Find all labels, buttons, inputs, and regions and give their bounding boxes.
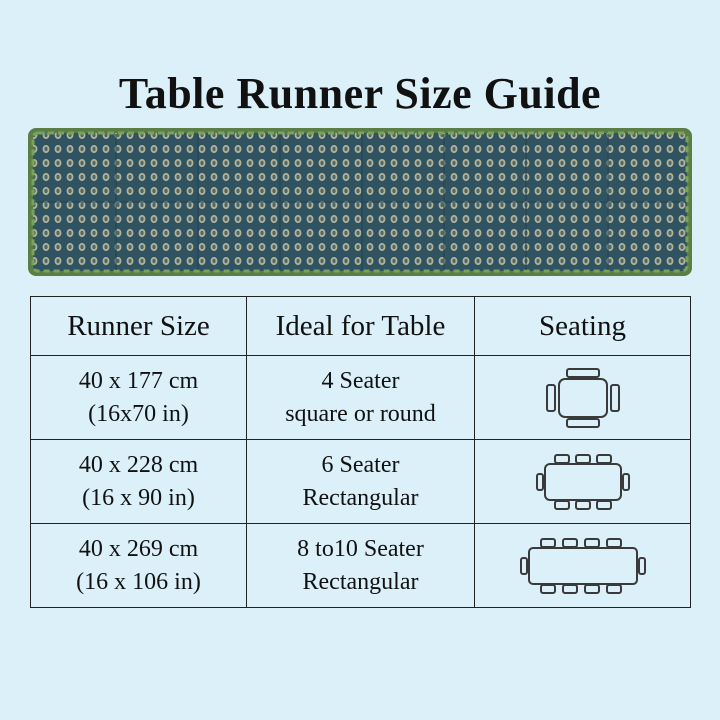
- size-cm: 40 x 228 cm: [78, 451, 199, 478]
- seating-cell: [475, 356, 691, 440]
- seater-count: 6 Seater: [321, 451, 400, 478]
- seater-count: 8 to10 Seater: [297, 535, 424, 562]
- table-runner-image: [28, 128, 692, 276]
- table-row: [31, 356, 691, 440]
- six-seat-table-icon: [535, 452, 631, 512]
- size-in: (16 x 90 in): [82, 484, 195, 511]
- size-cm: 40 x 269 cm: [78, 535, 199, 562]
- size-in: (16 x 106 in): [76, 568, 201, 595]
- size-cell: [31, 524, 247, 608]
- table-shape: Rectangular: [302, 568, 419, 595]
- size-cm: 40 x 177 cm: [78, 367, 199, 394]
- seating-cell: [475, 524, 691, 608]
- seater-count: 4 Seater: [321, 367, 400, 394]
- size-cell: [31, 356, 247, 440]
- eight-seat-table-icon: [519, 536, 647, 596]
- ideal-cell: [247, 524, 475, 608]
- page-title: Table Runner Size Guide: [118, 69, 602, 118]
- header-ideal-for-table: Ideal for Table: [247, 297, 475, 356]
- runner-pattern: [28, 128, 692, 276]
- table-header-row: [31, 297, 691, 356]
- ideal-cell: [247, 440, 475, 524]
- size-cell: [31, 440, 247, 524]
- table-shape: square or round: [285, 400, 436, 427]
- size-guide-table: [30, 296, 691, 608]
- table-shape: Rectangular: [302, 484, 419, 511]
- header-runner-size: Runner Size: [31, 297, 247, 356]
- ideal-cell: [247, 356, 475, 440]
- table-row: [31, 524, 691, 608]
- four-seat-table-icon: [543, 365, 623, 431]
- table-row: [31, 440, 691, 524]
- header-seating: Seating: [475, 297, 691, 356]
- seating-cell: [475, 440, 691, 524]
- size-in: (16x70 in): [88, 400, 189, 427]
